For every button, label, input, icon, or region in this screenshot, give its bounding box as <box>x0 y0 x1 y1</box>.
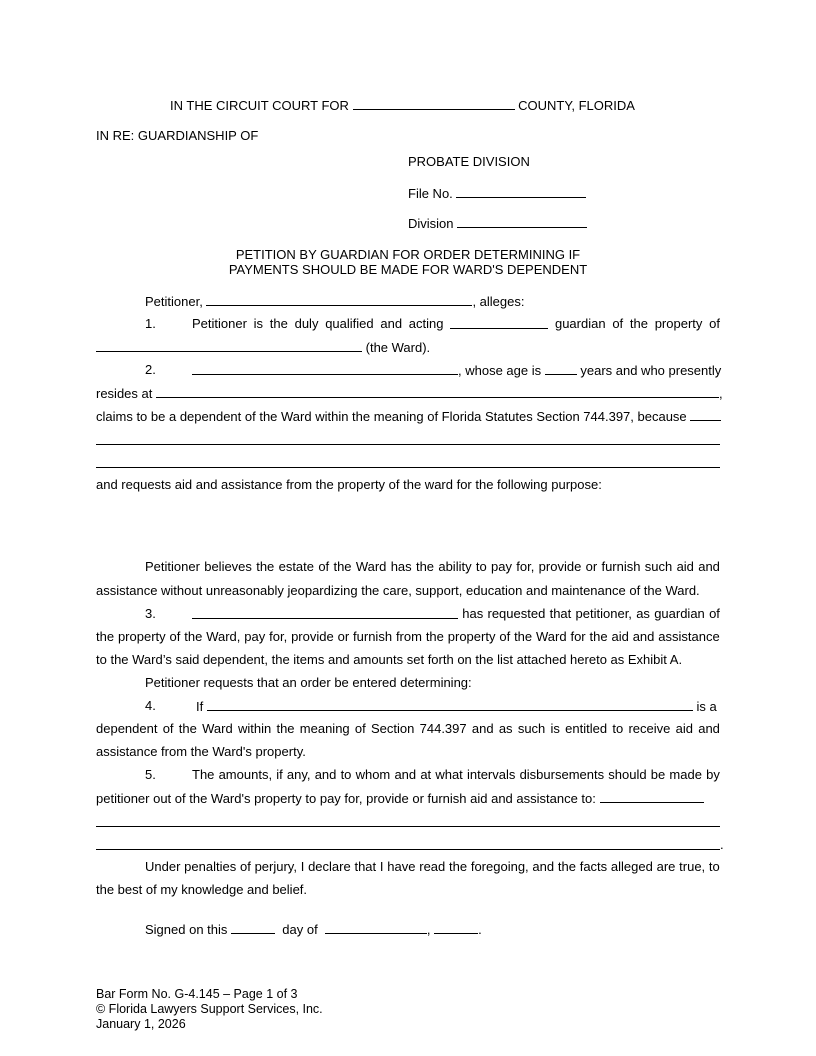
footer-form-number: Bar Form No. G-4.145 – Page 1 of 3 <box>96 987 298 1001</box>
word: aid <box>611 629 629 644</box>
word: furnish <box>601 559 641 574</box>
word: be <box>650 767 666 782</box>
court-prefix: IN THE CIRCUIT COURT FOR <box>170 98 349 113</box>
perjury-line2: the best of my knowledge and belief. <box>96 882 308 897</box>
signed-day-blank[interactable] <box>231 921 275 934</box>
word: and <box>314 767 337 782</box>
word: Petitioner <box>145 559 200 574</box>
disbursement-text: petitioner out of the Ward's property to pay for, provide or furnish aid and assistance to: <box>96 791 596 806</box>
word: the <box>269 316 288 331</box>
division-label: Division <box>408 216 454 231</box>
word: amounts, <box>218 767 273 782</box>
word: have <box>387 859 416 874</box>
word: furnish <box>353 629 393 644</box>
word: for, <box>516 559 535 574</box>
court-heading <box>170 97 635 114</box>
word: acting <box>408 316 444 331</box>
word: of <box>612 316 624 331</box>
word: Ward <box>202 721 233 736</box>
paragraph-2-line2: resides at , <box>96 386 723 401</box>
word: assistance <box>658 629 720 644</box>
word: of <box>169 629 181 644</box>
word: duly <box>294 316 319 331</box>
petitioner-intro <box>145 293 525 310</box>
word: as <box>498 721 513 736</box>
word: the <box>589 629 608 644</box>
word: intervals <box>466 767 516 782</box>
footer-copyright: © Florida Lawyers Support Services, Inc. <box>96 1002 323 1016</box>
word: of <box>354 721 366 736</box>
word: the <box>629 316 648 331</box>
file-no-blank[interactable] <box>456 185 586 198</box>
word: the <box>415 559 435 574</box>
word: petitioner, <box>575 606 632 621</box>
word: property <box>117 629 166 644</box>
word: for, <box>269 629 288 644</box>
paragraph-2-number: 2. <box>145 362 156 377</box>
word: to <box>708 859 720 874</box>
because-line-1[interactable] <box>96 444 720 445</box>
word: the <box>184 629 203 644</box>
signed-line <box>145 921 482 938</box>
word: of <box>162 721 174 736</box>
believes-line2: assistance without unreasonably jeopardizing the care, support, education and maintenance of the Ward. <box>96 583 700 598</box>
paragraph-2-line3 <box>96 408 721 425</box>
paragraph-1-number: 1. <box>145 316 156 331</box>
word: has <box>390 559 412 574</box>
paragraph-2-line1 <box>192 362 721 379</box>
document-title-line2: PAYMENTS SHOULD BE MADE FOR WARD'S DEPENDENT <box>228 262 588 277</box>
word: for <box>570 629 586 644</box>
believes-line1 <box>145 559 720 575</box>
word: and <box>394 767 417 782</box>
word: aid <box>676 559 694 574</box>
address-blank[interactable] <box>156 385 719 398</box>
paragraph-1-line2 <box>96 339 430 356</box>
word: to <box>612 721 624 736</box>
word: is <box>253 316 264 331</box>
paragraph-5-number: 5. <box>145 767 156 782</box>
word: Section <box>371 721 415 736</box>
word: foregoing, <box>470 859 529 874</box>
word: I <box>379 859 384 874</box>
word: the <box>178 721 197 736</box>
word: within <box>237 721 272 736</box>
file-no-label: File No. <box>408 186 453 201</box>
word: ability <box>438 559 472 574</box>
word: pay <box>244 629 266 644</box>
division-blank[interactable] <box>457 215 587 228</box>
paragraph-3-line2 <box>96 629 720 645</box>
age-blank[interactable] <box>545 362 577 375</box>
paragraph-3-line1 <box>192 606 720 622</box>
paragraph-4-number: 4. <box>145 698 156 713</box>
word: provide <box>291 629 334 644</box>
word: and <box>380 316 403 331</box>
word: disbursements <box>519 767 605 782</box>
ward-suffix: (the Ward). <box>365 340 431 355</box>
signed-year-blank[interactable] <box>434 921 478 934</box>
disbursement-line-1[interactable] <box>96 826 720 827</box>
disbursement-end-period: . <box>720 837 724 852</box>
probate-division: PROBATE DIVISION <box>408 154 530 169</box>
word: such <box>644 559 673 574</box>
claims-text: claims to be a dependent of the Ward within the meaning of Florida Statutes Section 744.397, because <box>96 409 687 424</box>
resides-label: resides at <box>96 386 153 401</box>
word: made <box>669 767 702 782</box>
word: qualified <box>325 316 374 331</box>
word: if <box>276 767 283 782</box>
paragraph-5-line2 <box>96 790 704 807</box>
resides-text: years and who presently <box>580 363 722 378</box>
word: property <box>654 316 703 331</box>
word: perjury, <box>254 859 297 874</box>
word: The <box>192 767 215 782</box>
word: believes <box>204 559 252 574</box>
word: 744.397 <box>419 721 467 736</box>
word: has <box>462 606 484 621</box>
word: of <box>318 559 330 574</box>
determination-blank[interactable] <box>207 698 693 711</box>
word: whom <box>355 767 391 782</box>
paragraph-4-line3: assistance from the Ward's property. <box>96 744 306 759</box>
word: what <box>435 767 463 782</box>
word: the <box>425 629 444 644</box>
signed-month-blank[interactable] <box>325 921 427 934</box>
age-text: , whose age is <box>458 363 542 378</box>
word: entitled <box>565 721 608 736</box>
word: to <box>340 767 352 782</box>
word: any, <box>286 767 311 782</box>
word: and <box>532 859 555 874</box>
word: and <box>698 559 720 574</box>
word: from <box>395 629 422 644</box>
perjury-line1 <box>145 859 720 875</box>
word: I <box>300 859 305 874</box>
word: to <box>475 559 487 574</box>
because-blank[interactable] <box>690 408 721 421</box>
word: of <box>499 629 511 644</box>
word: penalties <box>184 859 237 874</box>
footer-date: January 1, 2026 <box>96 1017 186 1031</box>
paragraph-4-line2 <box>96 721 720 737</box>
word: aid <box>675 721 693 736</box>
word: Ward, <box>206 629 241 644</box>
word: requested <box>487 606 546 621</box>
word: the <box>96 629 115 644</box>
word: the <box>256 559 275 574</box>
ward-name-blank[interactable] <box>96 339 362 352</box>
day-of-text: day of <box>282 922 318 937</box>
county-blank[interactable] <box>353 97 515 110</box>
word: of <box>709 316 720 331</box>
word: the <box>333 559 352 574</box>
word: of <box>239 859 251 874</box>
paragraph-3-number: 3. <box>145 606 156 621</box>
word: declare <box>308 859 351 874</box>
paragraph-4-line1 <box>196 698 717 715</box>
word: are <box>656 859 676 874</box>
word: and <box>698 721 720 736</box>
signed-prefix: Signed on this <box>145 922 228 937</box>
word: is <box>550 721 560 736</box>
word: and <box>471 721 494 736</box>
word: property <box>447 629 496 644</box>
word: estate <box>278 559 315 574</box>
word: that <box>549 606 572 621</box>
word: read <box>419 859 446 874</box>
word: guardian <box>654 606 705 621</box>
recipient-blank[interactable] <box>600 790 704 803</box>
word: at <box>420 767 432 782</box>
word: the <box>557 859 576 874</box>
requests-text: and requests aid and assistance from the property of the ward for the following purpose: <box>96 477 602 492</box>
word: true, <box>679 859 706 874</box>
file-no-line <box>408 185 586 202</box>
petitioner-name-blank[interactable] <box>206 293 472 306</box>
disbursement-line-2[interactable] <box>96 849 720 850</box>
word: Petitioner <box>192 316 247 331</box>
word: receive <box>628 721 671 736</box>
word: should <box>608 767 647 782</box>
document-title-line1: PETITION BY GUARDIAN FOR ORDER DETERMINING IF <box>235 247 581 262</box>
dependent-name-blank[interactable] <box>192 362 458 375</box>
word: or <box>337 629 350 644</box>
word: and <box>632 629 655 644</box>
requester-blank[interactable] <box>192 606 458 619</box>
paragraph-5-line1 <box>192 767 720 783</box>
word: of <box>709 606 720 621</box>
guardian-type-blank[interactable] <box>450 316 548 329</box>
word: facts <box>579 859 608 874</box>
paragraph-3-line3: to the Ward’s said dependent, the items and amounts set forth on the list attached hereto as Exhibit A. <box>96 652 683 667</box>
requests-order-text: Petitioner requests that an order be entered determining: <box>145 675 472 690</box>
word: provide <box>538 559 582 574</box>
paragraph-1-line1 <box>192 316 720 332</box>
is-a-text: is a <box>696 699 717 714</box>
division-line <box>408 215 587 232</box>
word: guardian <box>554 316 606 331</box>
word: pay <box>491 559 512 574</box>
signed-comma: , <box>426 922 431 937</box>
word: dependent <box>96 721 158 736</box>
word: as <box>636 606 650 621</box>
because-line-2[interactable] <box>96 467 720 468</box>
if-text: If <box>196 699 204 714</box>
petitioner-label: Petitioner, <box>145 294 203 309</box>
court-suffix: COUNTY, FLORIDA <box>518 98 635 113</box>
word: Ward <box>355 559 387 574</box>
alleges-text: , alleges: <box>472 294 525 309</box>
word: or <box>585 559 598 574</box>
word: alleged <box>610 859 653 874</box>
word: meaning <box>299 721 350 736</box>
word: the <box>514 629 533 644</box>
signed-period: . <box>478 922 482 937</box>
word: such <box>517 721 546 736</box>
word: by <box>706 767 720 782</box>
word: Ward <box>536 629 567 644</box>
in-re-heading: IN RE: GUARDIANSHIP OF <box>96 128 259 143</box>
word: the <box>276 721 295 736</box>
word: the <box>449 859 468 874</box>
word: Under <box>145 859 181 874</box>
word: that <box>354 859 377 874</box>
